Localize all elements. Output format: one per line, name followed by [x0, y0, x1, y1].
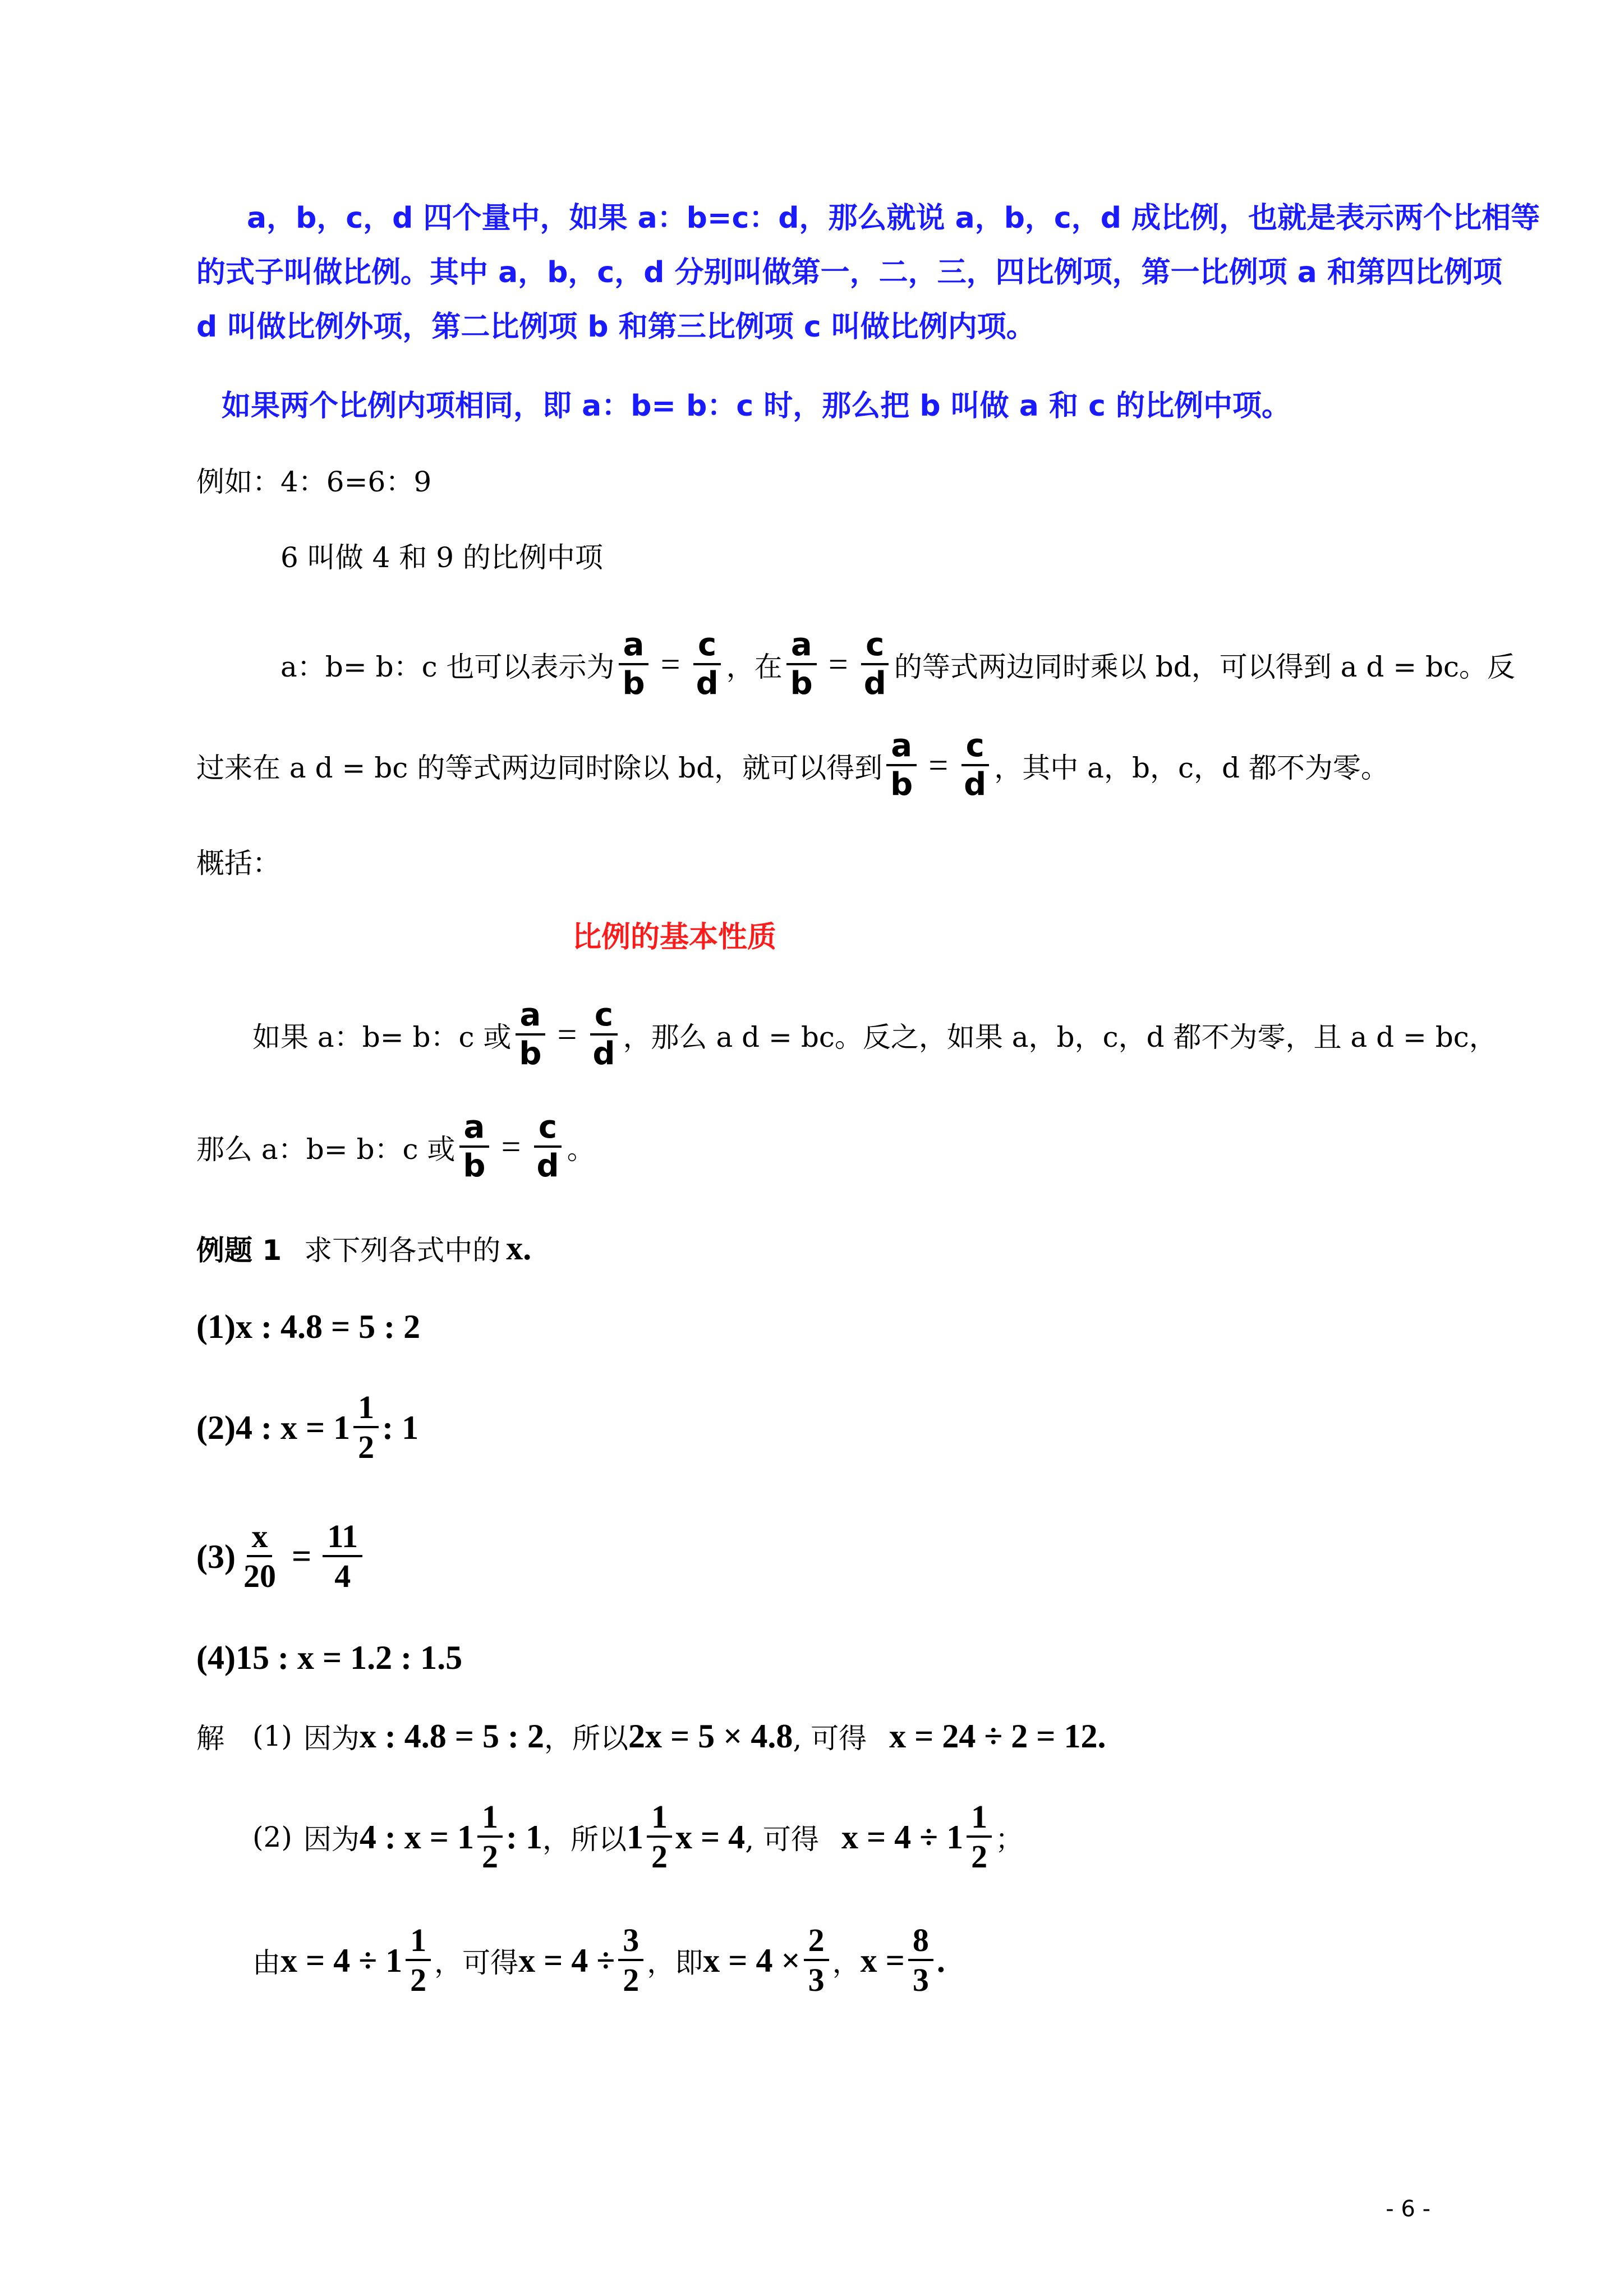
text: 例如：4：6=6：9 — [196, 466, 432, 498]
text: 的式子叫做比例。其中 a，b，c，d 分别叫做第一，二，三，四比例项，第一比例项 a 和第四比例项 — [196, 255, 1502, 289]
denominator: 20 — [243, 1558, 276, 1594]
equation-text: (3) — [196, 1538, 236, 1575]
variable: x — [506, 1229, 523, 1267]
denominator: d — [964, 766, 987, 803]
fraction-c-over-d — [588, 999, 619, 1071]
text: 6 叫做 4 和 9 的比例中项 — [280, 541, 603, 574]
denominator: 2 — [358, 1429, 375, 1465]
numerator: 1 — [406, 1924, 431, 1961]
fraction-a-over-b — [886, 730, 917, 802]
solution-2 — [0, 1789, 1624, 1885]
text: a：b= b：c 也可以表示为 — [280, 651, 615, 683]
property-title — [0, 898, 1624, 970]
page-number: - 6 - — [1386, 2196, 1430, 2222]
equals-sign: = — [291, 1537, 312, 1576]
numerator: a — [619, 629, 649, 665]
equation-3 — [0, 1509, 1624, 1604]
property-line-1 — [0, 987, 1624, 1083]
solution-label: 解 — [196, 1722, 224, 1755]
numerator: 2 — [804, 1924, 829, 1961]
equals-sign: = — [828, 645, 848, 684]
example-label: 例题 1 — [196, 1234, 282, 1267]
fraction-c-over-d — [692, 629, 723, 701]
text: . — [1097, 1717, 1106, 1755]
text: ，其中 a，b，c，d 都不为零。 — [994, 752, 1389, 784]
fraction-explanation-line-2 — [0, 718, 1624, 813]
denominator: b — [790, 665, 813, 702]
denominator: d — [863, 665, 886, 702]
text: ， — [832, 1947, 861, 1979]
equals-sign: = — [557, 1015, 577, 1054]
numerator: 1 — [353, 1391, 379, 1428]
denominator: b — [622, 665, 645, 702]
fraction-one-half — [406, 1924, 431, 1998]
fraction-c-over-d — [532, 1111, 563, 1183]
text: (1) — [252, 1720, 292, 1752]
numerator: c — [534, 1111, 562, 1148]
summary-label — [0, 825, 1624, 898]
denominator: b — [463, 1148, 486, 1184]
definition-line-3 — [0, 287, 1624, 360]
equals-sign: = — [660, 645, 680, 684]
denominator: d — [536, 1148, 559, 1184]
equation-text: x = 4 ÷ — [518, 1941, 615, 1979]
fraction-three-halves — [618, 1924, 643, 1998]
fraction-c-over-d — [859, 629, 891, 701]
text: 的等式两边同时乘以 bd，可以得到 a d = bc。反 — [894, 651, 1516, 683]
equation-text: x = — [860, 1941, 905, 1979]
equation-text: x = 4 — [675, 1818, 746, 1856]
denominator: b — [519, 1036, 542, 1072]
equation-text: (4)15 : x = 1.2 : 1.5 — [196, 1639, 463, 1676]
equals-sign: = — [928, 746, 949, 785]
denominator: d — [696, 665, 719, 702]
equation-2 — [0, 1380, 1624, 1475]
equation-text: x : 4.8 = 5 : 2 — [359, 1717, 544, 1755]
text: ； — [995, 1823, 1024, 1856]
numerator: a — [516, 999, 546, 1036]
equation-text: x = 4 ÷ 1 — [280, 1941, 403, 1979]
equation-text: (1)x : 4.8 = 5 : 2 — [196, 1308, 421, 1345]
numerator: x — [247, 1520, 272, 1557]
equation-text: x = 4 × — [703, 1941, 801, 1979]
numerator: c — [693, 629, 721, 665]
denominator: 2 — [623, 1962, 640, 1998]
equation-4 — [0, 1621, 1624, 1694]
example-note — [0, 519, 1624, 592]
denominator: 2 — [971, 1838, 988, 1875]
text: 求下列各式中的 — [304, 1234, 501, 1267]
denominator: 2 — [651, 1838, 668, 1875]
denominator: 4 — [334, 1558, 351, 1594]
numerator: 1 — [967, 1800, 992, 1838]
numerator: c — [590, 999, 618, 1036]
text: ，即 — [647, 1947, 703, 1979]
text: (2) — [252, 1821, 292, 1853]
denominator: 3 — [808, 1962, 825, 1998]
denominator: d — [592, 1036, 615, 1072]
text: ，在 — [726, 651, 783, 683]
fraction-two-thirds — [804, 1924, 829, 1998]
equation-text: 1 — [626, 1818, 643, 1856]
example-label — [0, 443, 1624, 516]
text: a，b，c，d 四个量中，如果 a：b=c：d，那么就说 a，b，c，d 成比例，也就是表示两个比相等 — [247, 201, 1540, 235]
numerator: 1 — [477, 1800, 503, 1838]
numerator: a — [459, 1111, 490, 1148]
numerator: 1 — [647, 1800, 672, 1838]
text: , 可得 — [745, 1823, 819, 1856]
equals-sign: = — [501, 1128, 521, 1166]
fraction-c-over-d — [959, 730, 991, 802]
text: d 叫做比例外项，第二比例项 b 和第三比例项 c 叫做比例内项。 — [196, 310, 1036, 344]
text: . — [936, 1941, 945, 1979]
text: 由 — [252, 1947, 280, 1979]
text: 。 — [567, 1133, 595, 1166]
equation-text: (2)4 : x = 1 — [196, 1409, 351, 1446]
text: ，所以 — [544, 1722, 628, 1755]
fraction-one-half — [647, 1800, 672, 1874]
fraction-one-half — [967, 1800, 992, 1874]
numerator: 11 — [323, 1520, 362, 1557]
equation-text: 2x = 5 × 4.8 — [628, 1717, 793, 1755]
example-1-heading — [0, 1212, 1624, 1285]
fraction-a-over-b — [618, 629, 650, 701]
fraction-one-half — [477, 1800, 503, 1874]
mean-proportional-definition — [0, 366, 1624, 439]
text: ，那么 a d = bc。反之，如果 a，b，c，d 都不为零，且 a d = bc， — [623, 1021, 1497, 1053]
equation-text: : 1 — [382, 1409, 419, 1446]
denominator: b — [890, 766, 913, 803]
fraction-a-over-b — [786, 629, 817, 701]
equation-text: x = 24 ÷ 2 = 12 — [889, 1717, 1098, 1755]
fraction-explanation-line-1 — [0, 617, 1624, 712]
text: 概括： — [196, 847, 280, 880]
solution-3 — [0, 1913, 1624, 2008]
fraction-one-half — [353, 1391, 379, 1465]
text: 因为 — [303, 1823, 360, 1856]
text: 那么 a：b= b：c 或 — [196, 1133, 456, 1166]
fraction-a-over-b — [458, 1111, 490, 1183]
text: ，可得 — [434, 1947, 519, 1979]
text: ，所以 — [542, 1823, 627, 1856]
numerator: a — [886, 730, 917, 766]
text: , 可得 — [793, 1722, 867, 1755]
numerator: a — [786, 629, 817, 665]
text: 因为 — [303, 1722, 360, 1755]
denominator: 3 — [912, 1962, 929, 1998]
numerator: 8 — [908, 1924, 933, 1961]
text: 过来在 a d = bc 的等式两边同时除以 bd，就可以得到 — [196, 752, 883, 784]
text: . — [523, 1229, 532, 1267]
numerator: c — [961, 730, 989, 766]
text: 比例的基本性质 — [572, 920, 777, 954]
solution-1 — [0, 1700, 1624, 1773]
numerator: c — [861, 629, 889, 665]
denominator: 2 — [482, 1838, 498, 1875]
text: 如果两个比例内项相同，即 a：b= b：c 时，那么把 b 叫做 a 和 c 的比例中项。 — [222, 389, 1291, 423]
fraction-11-over-4 — [323, 1520, 362, 1594]
fraction-a-over-b — [514, 999, 546, 1071]
equation-text: x = 4 ÷ 1 — [841, 1818, 964, 1856]
fraction-eight-thirds — [908, 1924, 933, 1998]
denominator: 2 — [410, 1962, 427, 1998]
text: 如果 a：b= b：c 或 — [252, 1021, 512, 1053]
equation-1 — [0, 1290, 1624, 1363]
equation-text: 4 : x = 1 — [359, 1818, 474, 1856]
fraction-x-over-20 — [239, 1520, 280, 1594]
numerator: 3 — [618, 1924, 643, 1961]
property-line-2 — [0, 1099, 1624, 1195]
equation-text: : 1 — [506, 1818, 542, 1856]
